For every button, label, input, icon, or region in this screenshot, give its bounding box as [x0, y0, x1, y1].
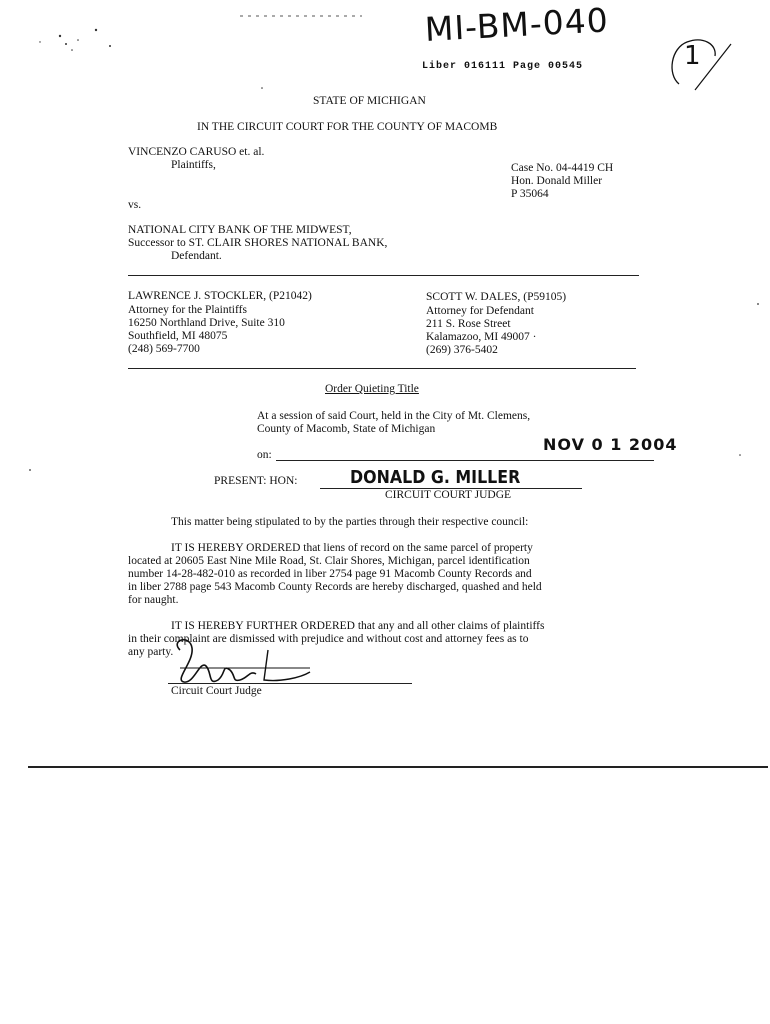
plaintiff-attorney-name: LAWRENCE J. STOCKLER, (P21042) — [128, 290, 312, 302]
page-bottom-rule — [28, 766, 768, 768]
paragraph-1-line: IT IS HEREBY ORDERED that liens of record on the same parcel of property — [171, 542, 533, 554]
plaintiff-name: VINCENZO CARUSO et. al. — [128, 146, 265, 158]
case-number: Case No. 04-4419 CH — [511, 162, 614, 174]
judge-title: CIRCUIT COURT JUDGE — [385, 489, 512, 501]
court-heading: IN THE CIRCUIT COURT FOR THE COUNTY OF MACOMB — [197, 121, 498, 133]
stipulation-text: This matter being stipulated to by the parties through their respective council: — [171, 516, 529, 528]
defendant-attorney-address2: Kalamazoo, MI 49007 · — [426, 331, 537, 343]
defendant-name: NATIONAL CITY BANK OF THE MIDWEST, — [128, 224, 352, 236]
paragraph-2-line: in their complaint are dismissed with prejudice and without cost and attorney fees as to — [128, 633, 529, 645]
defendant-attorney-phone: (269) 376-5402 — [426, 344, 498, 356]
signature-label: Circuit Court Judge — [171, 685, 262, 697]
plaintiff-attorney-phone: (248) 569-7700 — [128, 343, 200, 355]
state-heading: STATE OF MICHIGAN — [313, 95, 426, 107]
paragraph-1-line: number 14-28-482-010 as recorded in liber 2754 page 91 Macomb County Records and — [128, 568, 532, 580]
signature-line — [168, 683, 412, 684]
defendant-successor: Successor to ST. CLAIR SHORES NATIONAL BANK, — [128, 237, 388, 249]
liber-page-stamp: Liber 016111 Page 00545 — [422, 61, 584, 72]
defendant-attorney-address1: 211 S. Rose Street — [426, 318, 511, 330]
caption-divider — [128, 275, 639, 276]
handwritten-document-id: MI-BM-040 — [423, 0, 610, 49]
attorneys-divider — [128, 368, 636, 369]
paragraph-2-line: any party. — [128, 646, 174, 658]
paragraph-1-line: for naught. — [128, 594, 179, 606]
order-title: Order Quieting Title — [325, 383, 419, 395]
judge-bar-number: P 35064 — [511, 188, 549, 200]
plaintiff-role: Plaintiffs, — [171, 159, 216, 171]
paragraph-1-line: located at 20605 East Nine Mile Road, St. Clair Shores, Michigan, parcel identification — [128, 555, 530, 567]
defendant-role: Defendant. — [171, 250, 222, 262]
paragraph-2-line: IT IS HEREBY FURTHER ORDERED that any and all other claims of plaintiffs — [171, 620, 545, 632]
judge-signature — [160, 630, 420, 690]
plaintiff-attorney-address1: 16250 Northland Drive, Suite 310 — [128, 317, 285, 329]
plaintiff-attorney-address2: Southfield, MI 48075 — [128, 330, 228, 342]
defendant-attorney-role: Attorney for Defendant — [426, 305, 534, 317]
judge-name-stamp: DONALD G. MILLER — [350, 467, 521, 488]
session-line-2: County of Macomb, State of Michigan — [257, 423, 436, 435]
versus-label: vs. — [128, 199, 142, 211]
date-stamp: NOV 0 1 2004 — [543, 435, 678, 454]
on-label: on: — [257, 449, 272, 461]
plaintiff-attorney-role: Attorney for the Plaintiffs — [128, 304, 247, 316]
handwritten-circled-number: 1 — [684, 41, 701, 71]
defendant-attorney-name: SCOTT W. DALES, (P59105) — [426, 291, 567, 303]
date-underline — [276, 460, 654, 461]
present-label: PRESENT: HON: — [214, 475, 298, 487]
order-paragraph-1 — [128, 542, 542, 607]
session-line-1: At a session of said Court, held in the City of Mt. Clemens, — [257, 410, 531, 422]
judge-name: Hon. Donald Miller — [511, 175, 603, 187]
paragraph-1-line: in liber 2788 page 543 Macomb County Records are hereby discharged, quashed and held — [128, 581, 542, 593]
